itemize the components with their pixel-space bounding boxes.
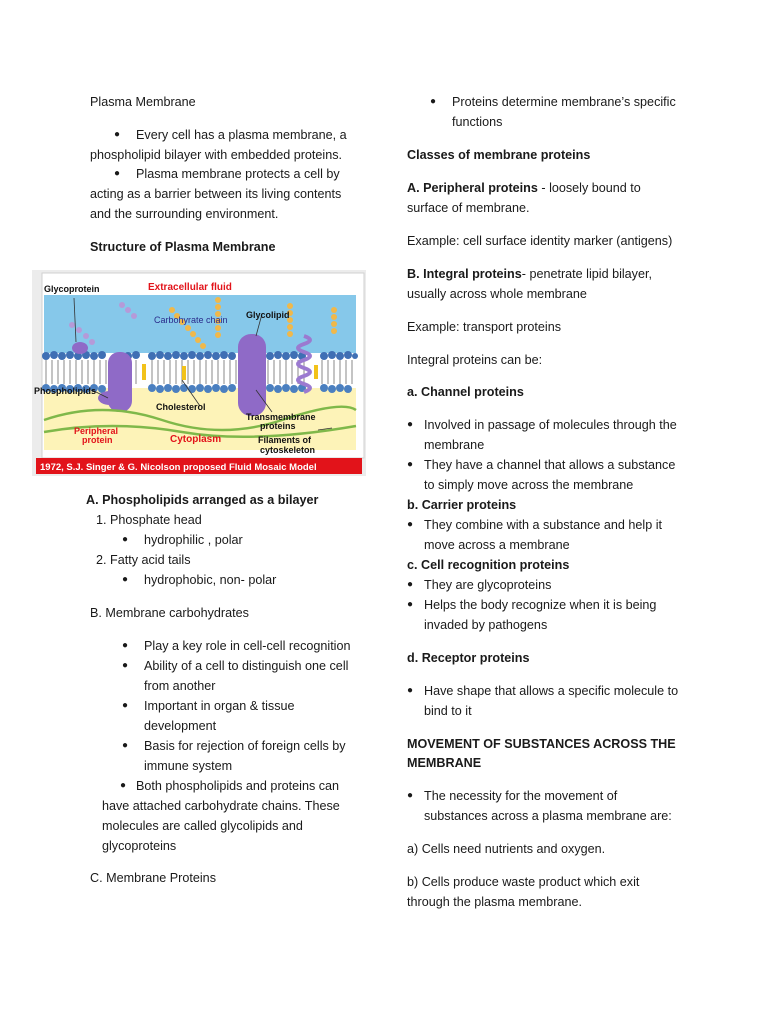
section-b-note-line-1: Both phospholipids and proteins can <box>136 779 340 793</box>
bullet-dot: ● <box>114 168 121 179</box>
channel-bullet-1-line-1: Involved in passage of molecules through the <box>424 418 677 432</box>
receptor-heading: d. Receptor proteins <box>407 651 530 665</box>
label-filaments-1: Filaments of <box>258 435 312 445</box>
label-transmembrane-1: Transmembrane <box>246 412 316 422</box>
integral-line-1 <box>407 264 652 284</box>
peripheral-desc: - loosely bound to <box>537 181 641 195</box>
section-a-item-2: 2. Fatty acid tails <box>96 553 191 567</box>
right-top-bullet-line-1: Proteins determine membrane’s specific <box>452 95 676 109</box>
integral-can-be: Integral proteins can be: <box>407 353 543 367</box>
recognition-heading: c. Cell recognition proteins <box>407 558 570 572</box>
channel-bullet-2-line-2: to simply move across the membrane <box>424 478 634 492</box>
movement-bullet-line-2: substances across a plasma membrane are: <box>424 809 672 823</box>
channel-bullet-1-line-2: membrane <box>424 438 485 452</box>
example-1: Example: cell surface identity marker (antigens) <box>407 234 673 248</box>
label-transmembrane-2: proteins <box>260 421 296 431</box>
transmembrane-protein-shape <box>108 352 132 412</box>
item-a: a) Cells need nutrients and oxygen. <box>407 842 606 856</box>
figure-caption: 1972, S.J. Singer & G. Nicolson proposed Fluid Mosaic Model <box>40 462 317 473</box>
label-cholesterol: Cholesterol <box>156 402 206 412</box>
right-top-bullet-line-2: functions <box>452 115 503 129</box>
classes-heading: Classes of membrane proteins <box>407 148 591 162</box>
label-peripheral-1: Peripheral <box>74 426 119 436</box>
integral-line-2: usually across whole membrane <box>407 287 587 301</box>
label-glycoprotein: Glycoprotein <box>44 284 100 294</box>
page-title: Plasma Membrane <box>90 95 196 109</box>
peripheral-term: A. Peripheral proteins <box>407 181 538 195</box>
recognition-bullet-1: They are glycoproteins <box>424 578 552 592</box>
bullet-dot: ● <box>120 780 127 791</box>
label-glycolipid: Glycolipid <box>246 310 290 320</box>
intro-bullet-1-line-2: phospholipid bilayer with embedded proteins. <box>90 148 343 162</box>
peripheral-line-1 <box>407 178 641 198</box>
intro-bullet-1-line-1: Every cell has a plasma membrane, a <box>136 128 347 142</box>
bullet-dot: ● <box>407 579 414 590</box>
movement-heading-line-2: MEMBRANE <box>407 756 482 770</box>
receptor-bullet-line-2: bind to it <box>424 704 472 718</box>
carrier-heading: b. Carrier proteins <box>407 498 517 512</box>
label-cytoplasm: Cytoplasm <box>170 434 222 445</box>
label-filaments-2: cytoskeleton <box>260 445 316 455</box>
intro-bullet-2-line-2: acting as a barrier between its living contents <box>90 187 342 201</box>
section-b-note-line-2: have attached carbohydrate chains. These <box>102 799 340 813</box>
section-b-bullet-3-line-2: development <box>144 719 217 733</box>
label-carbohydrate: Carbohyrate chain <box>154 315 228 325</box>
receptor-bullet-line-1: Have shape that allows a specific molecule to <box>424 684 679 698</box>
bullet-dot: ● <box>122 574 129 585</box>
intro-bullet-2-line-3: and the surrounding environment. <box>90 207 279 221</box>
structure-heading: Structure of Plasma Membrane <box>90 240 276 254</box>
item-b-line-1: b) Cells produce waste product which exit <box>407 875 640 889</box>
section-b-bullet-1: Play a key role in cell-cell recognition <box>144 639 351 653</box>
bullet-dot: ● <box>122 640 129 651</box>
bullet-dot: ● <box>122 660 129 671</box>
carrier-bullet-line-2: move across a membrane <box>424 538 570 552</box>
label-peripheral-2: protein <box>82 435 113 445</box>
section-a-item-2-sub: hydrophobic, non- polar <box>144 573 277 587</box>
label-extracellular: Extracellular fluid <box>148 282 232 293</box>
section-b-bullet-2-line-1: Ability of a cell to distinguish one cell <box>144 659 349 673</box>
peripheral-line-2: surface of membrane. <box>407 201 530 215</box>
channel-bullet-2-line-1: They have a channel that allows a substance <box>424 458 676 472</box>
section-b-bullet-4-line-1: Basis for rejection of foreign cells by <box>144 739 346 753</box>
item-b-line-2: through the plasma membrane. <box>407 895 583 909</box>
bullet-dot: ● <box>407 790 414 801</box>
movement-heading-line-1: MOVEMENT OF SUBSTANCES ACROSS THE <box>407 737 676 751</box>
section-b-note-line-4: glycoproteins <box>102 839 177 853</box>
integral-desc: - penetrate lipid bilayer, <box>521 267 652 281</box>
recognition-bullet-2-line-1: Helps the body recognize when it is being <box>424 598 657 612</box>
bullet-dot: ● <box>122 740 129 751</box>
bullet-dot: ● <box>122 534 129 545</box>
bullet-dot: ● <box>407 685 414 696</box>
membrane-diagram <box>32 270 366 476</box>
section-a-item-1-sub: hydrophilic , polar <box>144 533 243 547</box>
label-phospholipids: Phospholipids <box>34 386 96 396</box>
movement-bullet-line-1: The necessity for the movement of <box>424 789 618 803</box>
section-c-heading: C. Membrane Proteins <box>90 871 216 885</box>
bullet-dot: ● <box>430 96 437 107</box>
section-b-bullet-4-line-2: immune system <box>144 759 233 773</box>
section-b-bullet-3-line-1: Important in organ & tissue <box>144 699 295 713</box>
example-2: Example: transport proteins <box>407 320 561 334</box>
bullet-dot: ● <box>407 599 414 610</box>
bullet-dot: ● <box>122 700 129 711</box>
bullet-dot: ● <box>407 459 414 470</box>
integral-term: B. Integral proteins <box>407 267 522 281</box>
section-b-bullet-2-line-2: from another <box>144 679 216 693</box>
bullet-dot: ● <box>407 419 414 430</box>
carrier-bullet-line-1: They combine with a substance and help it <box>424 518 663 532</box>
channel-heading: a. Channel proteins <box>407 385 524 399</box>
intro-bullet-2-line-1: Plasma membrane protects a cell by <box>136 167 340 181</box>
section-b-heading: B. Membrane carbohydrates <box>90 606 249 620</box>
section-b-note-line-3: molecules are called glycolipids and <box>102 819 303 833</box>
section-a-item-1: 1. Phosphate head <box>96 513 202 527</box>
membrane-illustration <box>32 270 366 476</box>
bullet-dot: ● <box>114 129 121 140</box>
recognition-bullet-2-line-2: invaded by pathogens <box>424 618 548 632</box>
bullet-dot: ● <box>407 519 414 530</box>
section-a-heading: A. Phospholipids arranged as a bilayer <box>86 493 319 507</box>
